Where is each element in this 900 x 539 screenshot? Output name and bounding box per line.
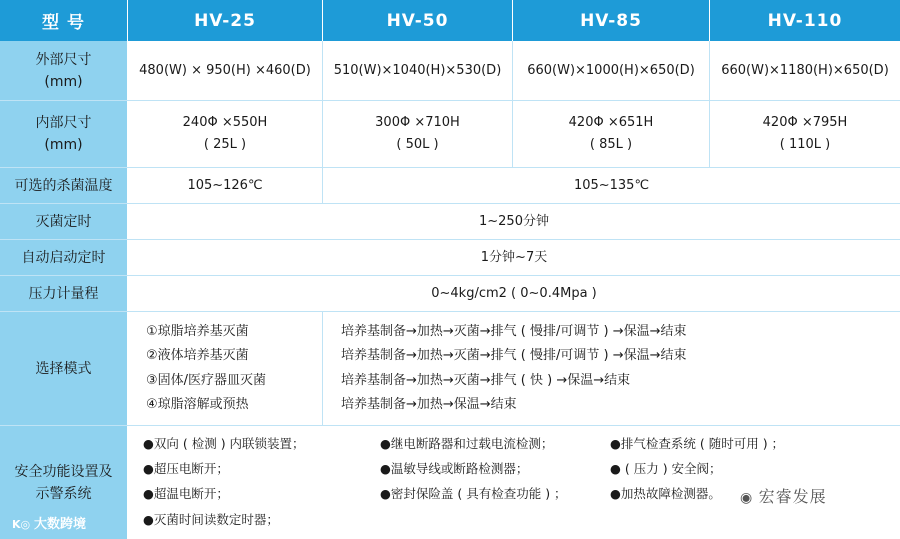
watermark-right-text: 宏睿发展: [758, 487, 827, 506]
mode-flow: 培养基制备→加热→灭菌→排气 ( 快 ) →保温→结束: [341, 372, 631, 388]
inner-volume: ( 25L ): [203, 137, 247, 152]
outer-size-label-line1: 外部尺寸: [35, 51, 92, 68]
mode-name: ②液体培养基灭菌: [146, 348, 249, 363]
safety-item: ●超温电断开；: [143, 486, 229, 501]
inner-size-hv110: [710, 101, 900, 167]
inner-dim: 240Φ ×550H: [182, 115, 268, 130]
k100-logo-icon: K◎: [12, 518, 34, 531]
pressure-label: 压力计量程: [0, 276, 128, 311]
inner-volume: ( 50L ): [396, 137, 439, 152]
mode-flow: 培养基制备→加热→灭菌→排气 ( 慢排/可调节 ) →保温→结束: [341, 323, 687, 339]
watermark-right: [740, 484, 827, 507]
inner-volume: ( 85L ): [589, 137, 633, 152]
temp-row: [0, 168, 900, 204]
outer-size-hv85: 660(W)×1000(H)×650(D): [513, 41, 710, 100]
autostart-label: 自动启动定时: [0, 240, 128, 275]
inner-size-hv85: [513, 101, 710, 167]
header-model-hv85: HV-85: [513, 0, 710, 41]
inner-size-row: [0, 101, 900, 168]
header-model-hv25: HV-25: [128, 0, 323, 41]
header-model-hv50: HV-50: [323, 0, 513, 41]
safety-item: ● ( 压力 ) 安全阀；: [610, 461, 722, 476]
inner-dim: 420Φ ×795H: [762, 115, 848, 130]
safety-item: ●加热故障检测器。: [610, 486, 721, 501]
autostart-value: 1分钟~7天: [480, 249, 548, 265]
safety-label-line2: 示警系统: [35, 485, 92, 502]
modes-label: 选择模式: [0, 312, 128, 425]
mode-name: ③固体/医疗器皿灭菌: [146, 372, 267, 388]
timer-value: 1~250分钟: [479, 213, 549, 229]
outer-size-hv50: 510(W)×1040(H)×530(D): [323, 41, 513, 100]
temp-label: 可选的杀菌温度: [0, 168, 128, 203]
safety-row: [0, 426, 900, 539]
watermark-left-text: 大数跨境: [33, 517, 86, 532]
timer-row: [0, 204, 900, 240]
temp-others: 105~135℃: [573, 177, 650, 193]
pressure-value: 0~4kg/cm2 ( 0~0.4Mpa ): [431, 285, 597, 301]
safety-item: ●灭菌时间读数定时器；: [143, 512, 279, 527]
inner-dim: 420Φ ×651H: [568, 115, 654, 130]
inner-size-label: [0, 101, 128, 167]
mode-flow: 培养基制备→加热→保温→结束: [341, 397, 517, 412]
safety-item: ●温敏导线或断路检测器；: [380, 461, 529, 476]
safety-features: [128, 426, 900, 539]
inner-size-hv25: [128, 101, 323, 167]
modes-row: [0, 312, 900, 426]
header-model-label: 型 号: [0, 0, 128, 41]
outer-size-label-unit: (mm): [44, 73, 83, 90]
safety-label-line1: 安全功能设置及: [14, 463, 113, 480]
outer-size-hv25: 480(W) × 950(H) ×460(D): [128, 41, 323, 100]
inner-size-hv50: [323, 101, 513, 167]
mode-name: ④琼脂溶解或预热: [146, 397, 249, 412]
outer-size-hv110: 660(W)×1180(H)×650(D): [721, 62, 889, 78]
outer-size-label: [0, 41, 128, 100]
header-row: [0, 0, 900, 41]
safety-item: ●密封保险盖 ( 具有检查功能 ) ；: [380, 486, 567, 501]
modes-names: [128, 312, 323, 425]
modes-flows: [323, 312, 900, 425]
safety-item: ●排气检查系统 ( 随时可用 ) ；: [610, 436, 785, 451]
outer-size-row: [0, 41, 900, 101]
safety-item: ●继电断路器和过载电流检测；: [380, 436, 554, 451]
temp-hv25: 105~126℃: [128, 168, 323, 203]
mode-name: ①琼脂培养基灭菌: [146, 323, 249, 339]
wechat-icon: ◉: [740, 490, 759, 506]
pressure-row: [0, 276, 900, 312]
watermark-left: [12, 513, 86, 532]
inner-size-label-unit: (mm): [44, 137, 83, 153]
inner-volume: ( 110L ): [779, 137, 831, 152]
autostart-row: [0, 240, 900, 276]
header-model-hv110: HV-110: [767, 10, 843, 31]
mode-flow: 培养基制备→加热→灭菌→排气 ( 慢排/可调节 ) →保温→结束: [341, 348, 687, 363]
inner-size-label-line1: 内部尺寸: [35, 115, 92, 131]
safety-item: ●超压电断开；: [143, 461, 229, 476]
inner-dim: 300Φ ×710H: [375, 115, 460, 130]
timer-label: 灭菌定时: [0, 204, 128, 239]
safety-item: ●双向 ( 检测 ) 内联锁装置；: [143, 436, 305, 451]
